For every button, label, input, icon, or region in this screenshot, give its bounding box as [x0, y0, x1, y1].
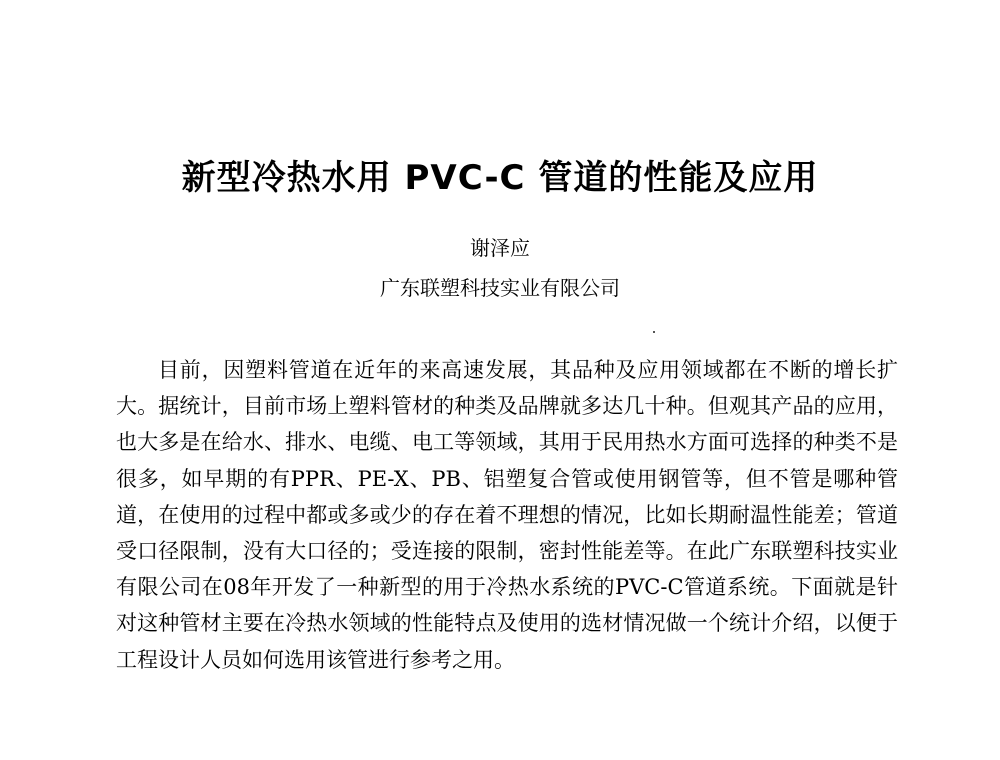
author-affiliation: 广东联塑科技实业有限公司 [380, 276, 620, 300]
body-paragraph: 目前，因塑料管道在近年的来高速发展，其品种及应用领域都在不断的增长扩大。据统计，目前市场上塑料管材的种类及品牌就多达几十种。但观其产品的应用，也大多是在给水、排水、电缆、电工等领域，其用于民用热水方面可选择的种类不是很多，如早期的有PPR、PE-X、PB、铝塑复合管或使用钢管等，但不管是哪种管道，在使用的过程中都或多或少的存在着不理想的情况，比如长期耐温性能差；管道受口径限制，没有大口径的；受连接的限制，密封性能差等。在此广东联塑科技实业有限公司在08年开发了一种新型的用于冷热水系统的PVC-C管道系统。下面就是针对这种管材主要在冷热水领域的性能特点及使用的选材情况做一个统计介绍，以便于工程设计人员如何选用该管进行参考之用。 [116, 358, 898, 672]
author-name: 谢泽应 [470, 236, 530, 260]
scan-speck [653, 331, 655, 333]
paper-title: 新型冷热水用 PVC-C 管道的性能及应用 [181, 158, 819, 198]
